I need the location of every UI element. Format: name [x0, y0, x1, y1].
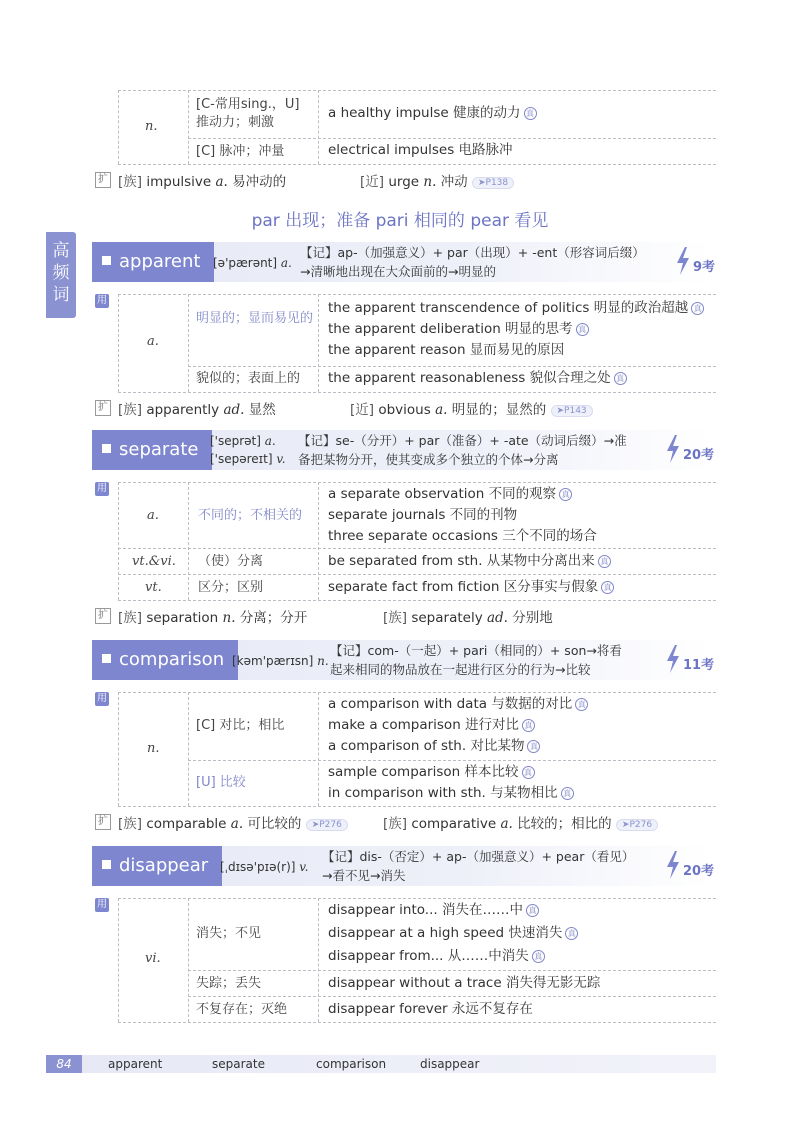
pos-label: vi.: [145, 951, 161, 966]
ext-item: [族] apparently ad. 显然: [118, 402, 276, 418]
headword: apparent: [92, 242, 214, 282]
ext-icon: 扩: [95, 814, 111, 830]
memo-line: 【记】dis-（否定）+ ap-（加强意义）+ pear（看见）: [322, 849, 635, 864]
ext-item: [族] separation n. 分离；分开: [118, 610, 308, 626]
meaning: （使）分离: [198, 554, 264, 569]
meaning: 失踪；丢失: [196, 976, 262, 991]
meaning: [C-常用sing.，U] 推动力；刺激: [196, 97, 300, 130]
exam-count: 9考: [693, 260, 716, 275]
ext-item: [族] comparative a. 比较的；相比的 ➤P276: [383, 812, 658, 832]
ext-item: [近] urge n. 冲动 ➤P138: [360, 170, 514, 190]
memo-line: 【记】com-（一起）+ pari（相同的）+ son→将看: [330, 643, 622, 658]
exam-mark-icon: 真: [576, 323, 589, 336]
example: three separate occasions 三个不同的场合: [328, 528, 597, 544]
example: a comparison with data 与数据的对比 真: [328, 694, 588, 715]
footer-word: apparent: [108, 1057, 163, 1071]
ext-icon: 扩: [95, 400, 111, 416]
exam-mark-icon: 真: [601, 581, 614, 594]
example: disappear from... 从……中消失 真: [328, 946, 545, 967]
exam-mark-icon: 真: [524, 107, 537, 120]
headword: disappear: [92, 846, 222, 886]
ext-item: [族] comparable a. 可比较的 ➤P276: [118, 812, 348, 832]
example: separate fact from fiction 区分事实与假象 真: [328, 577, 614, 598]
page-ref-chip[interactable]: ➤P138: [472, 177, 514, 189]
example: disappear into... 消失在……中 真: [328, 900, 539, 921]
exam-mark-icon: 真: [565, 927, 578, 940]
exam-mark-icon: 真: [526, 904, 539, 917]
memo-line: →看不见→消失: [322, 868, 406, 883]
example: the apparent deliberation 明显的思考 真: [328, 319, 589, 340]
example: a healthy impulse 健康的动力 真: [328, 103, 537, 124]
phonetic: [ə'pærənt] a.: [213, 256, 292, 270]
example: the apparent reasonableness 貌似合理之处 真: [328, 368, 627, 389]
exam-mark-icon: 真: [559, 488, 572, 501]
exam-mark-icon: 真: [614, 372, 627, 385]
exam-mark-icon: 真: [575, 698, 588, 711]
use-icon: 用: [97, 899, 107, 910]
example: the apparent transcendence of politics 明显的政治超越 真: [328, 298, 704, 319]
pos-label: vt.&vi.: [132, 554, 176, 569]
exam-mark-icon: 真: [527, 740, 540, 753]
example: a comparison of sth. 对比某物 真: [328, 736, 540, 757]
page-ref-chip[interactable]: ➤P276: [306, 819, 348, 831]
example: disappear without a trace 消失得无影无踪: [328, 975, 601, 991]
footer-word: disappear: [420, 1057, 480, 1071]
example: disappear at a high speed 快速消失 真: [328, 923, 578, 944]
exam-count: 20考: [683, 864, 715, 879]
phonetic: [kəm'pærɪsn] n.: [232, 654, 329, 668]
exam-mark-icon: 真: [532, 950, 545, 963]
use-icon: 用: [97, 483, 107, 494]
exam-mark-icon: 真: [598, 555, 611, 568]
headword: separate: [92, 430, 212, 470]
use-icon: 用: [97, 693, 107, 704]
example: the apparent reason 显而易见的原因: [328, 342, 565, 358]
use-icon: 用: [97, 295, 107, 306]
ext-icon: 扩: [95, 608, 111, 624]
meaning: 区分；区别: [198, 580, 264, 595]
pos-label: vt.: [145, 580, 162, 595]
exam-count: 11考: [683, 658, 715, 673]
exam-mark-icon: 真: [561, 787, 574, 800]
example: disappear forever 永远不复存在: [328, 1001, 533, 1017]
pos-label: n.: [145, 119, 158, 134]
root-header: par 出现；准备 pari 相同的 pear 看见: [251, 211, 549, 231]
lightning-icon: [675, 247, 691, 275]
meaning: [C] 对比；相比: [196, 718, 285, 733]
example: sample comparison 样本比较 真: [328, 762, 535, 783]
memo-line: 【记】se-（分开）+ par（准备）+ -ate（动词后缀）→准: [298, 433, 627, 448]
meaning: [C] 脉冲；冲量: [196, 144, 285, 159]
pos-label: n.: [147, 741, 160, 756]
example: make a comparison 进行对比 真: [328, 715, 535, 736]
ext-item: [族] separately ad. 分别地: [383, 610, 553, 626]
footer-word: separate: [212, 1057, 265, 1071]
meaning: 明显的；显而易见的: [196, 311, 314, 326]
phonetic: ['seprət] a.: [210, 434, 276, 448]
meaning: 不复存在；灭绝: [196, 1002, 288, 1017]
headword: comparison: [92, 640, 238, 680]
memo-line: 备把某物分开，使其变成多个独立的个体→分离: [298, 452, 559, 467]
example: electrical impulses 电路脉冲: [328, 142, 513, 158]
memo-line: 起来相同的物品放在一起进行区分的行为→比较: [330, 662, 591, 677]
memo-line: 【记】ap-（加强意义）+ par（出现）+ -ent（形容词后缀）: [300, 245, 645, 260]
page-ref-chip[interactable]: ➤P143: [551, 405, 593, 417]
exam-count: 20考: [683, 448, 715, 463]
page-ref-chip[interactable]: ➤P276: [616, 819, 658, 831]
ext-item: [近] obvious a. 明显的；显然的 ➤P143: [350, 398, 593, 418]
example: a separate observation 不同的观察 真: [328, 484, 572, 505]
meaning: [U] 比较: [196, 775, 246, 790]
page-number: 84: [46, 1055, 82, 1073]
meaning: 不同的；不相关的: [198, 508, 303, 523]
lightning-icon: [665, 435, 681, 463]
phonetic: [ˌdɪsə'pɪə(r)] v.: [220, 860, 309, 874]
exam-mark-icon: 真: [522, 719, 535, 732]
lightning-icon: [665, 645, 681, 673]
phonetic: ['sepəreɪt] v.: [210, 452, 286, 466]
memo-line: →清晰地出现在大众面前的→明显的: [300, 264, 496, 279]
meaning: 貌似的；表面上的: [196, 371, 301, 386]
exam-mark-icon: 真: [522, 766, 535, 779]
ext-icon: 扩: [95, 172, 111, 188]
side-tab-high-frequency: 高 频 词: [46, 232, 76, 318]
example: separate journals 不同的刊物: [328, 507, 518, 523]
pos-label: a.: [147, 334, 159, 349]
meaning: 消失；不见: [196, 926, 262, 941]
lightning-icon: [665, 851, 681, 879]
example: in comparison with sth. 与某物相比 真: [328, 783, 574, 804]
exam-mark-icon: 真: [691, 302, 704, 315]
example: be separated from sth. 从某物中分离出来 真: [328, 551, 611, 572]
ext-item: [族] impulsive a. 易冲动的: [118, 174, 287, 190]
pos-label: a.: [147, 508, 159, 523]
footer-word: comparison: [316, 1057, 387, 1071]
